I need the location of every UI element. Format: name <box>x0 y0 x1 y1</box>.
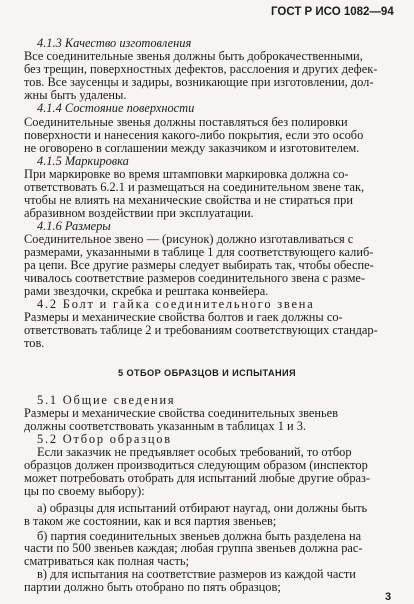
paragraph-line: Соединительное звено — (рисунок) должно изготавливаться с <box>24 231 354 246</box>
list-item-c: в) для испытания на соответствие размеров из каждой части <box>37 567 356 581</box>
subsection-heading: 5.2 Отбор образцов <box>37 431 172 446</box>
paragraph-line: чивалось соответствие размеров соединительного звена с разме- <box>24 270 366 285</box>
paragraph-line: образцов должен производиться следующим образом (инспектор <box>24 457 368 472</box>
paragraph-line: не оговорено в соглашении между заказчиком и изготовителем. <box>24 140 360 155</box>
list-item-b-continued: сматриваться как полная часть; <box>24 554 190 568</box>
paragraph-line: поверхности и нанесения какого-либо покрытия, если это особо <box>24 127 364 142</box>
paragraph-line: абразивном воздействии при эксплуатации. <box>24 205 254 220</box>
subsection-heading: 5.1 Общие сведения <box>37 392 176 407</box>
paragraph-line: Размеры и механические свойства болтов и гаек должны со- <box>24 309 343 324</box>
subsection-heading: 4.1.5 Маркировка <box>37 153 129 168</box>
paragraph-line: Если заказчик не предъявляет особых требований, то отбор <box>37 444 352 459</box>
paragraph-line: размерами, указанными в таблице 1 для соответствующего калиб- <box>24 244 374 259</box>
subsection-heading: 4.1.6 Размеры <box>37 218 111 233</box>
paragraph-line: цы по своему выбору): <box>24 483 145 498</box>
list-item-a-continued: в таком же состоянии, как и вся партия звеньев; <box>24 514 277 529</box>
subsection-heading: 4.2 Болт и гайка соединительного звена <box>37 296 315 311</box>
paragraph-line: Соединительные звенья должны поставляться без полировки <box>24 114 348 129</box>
paragraph-line: жны быть удалены. <box>24 88 127 102</box>
paragraph-line: ра цепи. Все другие размеры следует выбирать так, чтобы обеспе- <box>24 257 374 272</box>
list-item-b-continued: части по 500 звеньев каждая; любая группа звеньев должна рас- <box>24 541 363 555</box>
subsection-heading: 4.1.3 Качество изготовления <box>37 36 192 50</box>
paragraph-line: без трещин, поверхностных дефектов, расслоения и других дефек- <box>24 62 378 76</box>
paragraph-line: должны соответствовать указанным в таблицах 1 и 3. <box>24 418 307 433</box>
paragraph-line: тов. <box>24 335 45 350</box>
paragraph-line: При маркировке во время штамповки маркировка должна со- <box>24 166 349 181</box>
paragraph-line: рами звездочки, скребка и рештака конвейера. <box>24 283 269 298</box>
paragraph-line: тов. Все заусенцы и задиры, возникающие при изготовлении, дол- <box>24 75 374 89</box>
document-header: ГОСТ Р ИСО 1082—94 <box>271 6 394 18</box>
section-heading: 5 ОТБОР ОБРАЗЦОВ И ИСПЫТАНИЯ <box>118 367 297 378</box>
paragraph-line: Все соединительные звенья должны быть доброкачественными, <box>24 49 363 63</box>
list-item-c-continued: партии должно быть отобрано по пять образцов; <box>24 580 281 594</box>
paragraph-line: может потребовать отобрать для испытаний любые другие образ- <box>24 470 371 485</box>
paragraph-line: чтобы не влиять на механические свойства и не стираться при <box>24 192 353 207</box>
paragraph-line: ответствовать 6.2.1 и размещаться на соединительном звене так, <box>24 179 365 194</box>
list-item-b: б) партия соединительных звеньев должна быть разделена на <box>37 528 362 543</box>
subsection-heading: 4.1.4 Состояние поверхности <box>37 101 195 115</box>
page-number: 3 <box>385 591 392 603</box>
paragraph-line: ответствовать таблице 2 и требованиям соответствующих стандар- <box>24 322 378 337</box>
list-item-a: а) образцы для испытаний отбирают наугад, они должны быть <box>37 501 368 516</box>
paragraph-line: Размеры и механические свойства соединительных звеньев <box>24 405 339 420</box>
